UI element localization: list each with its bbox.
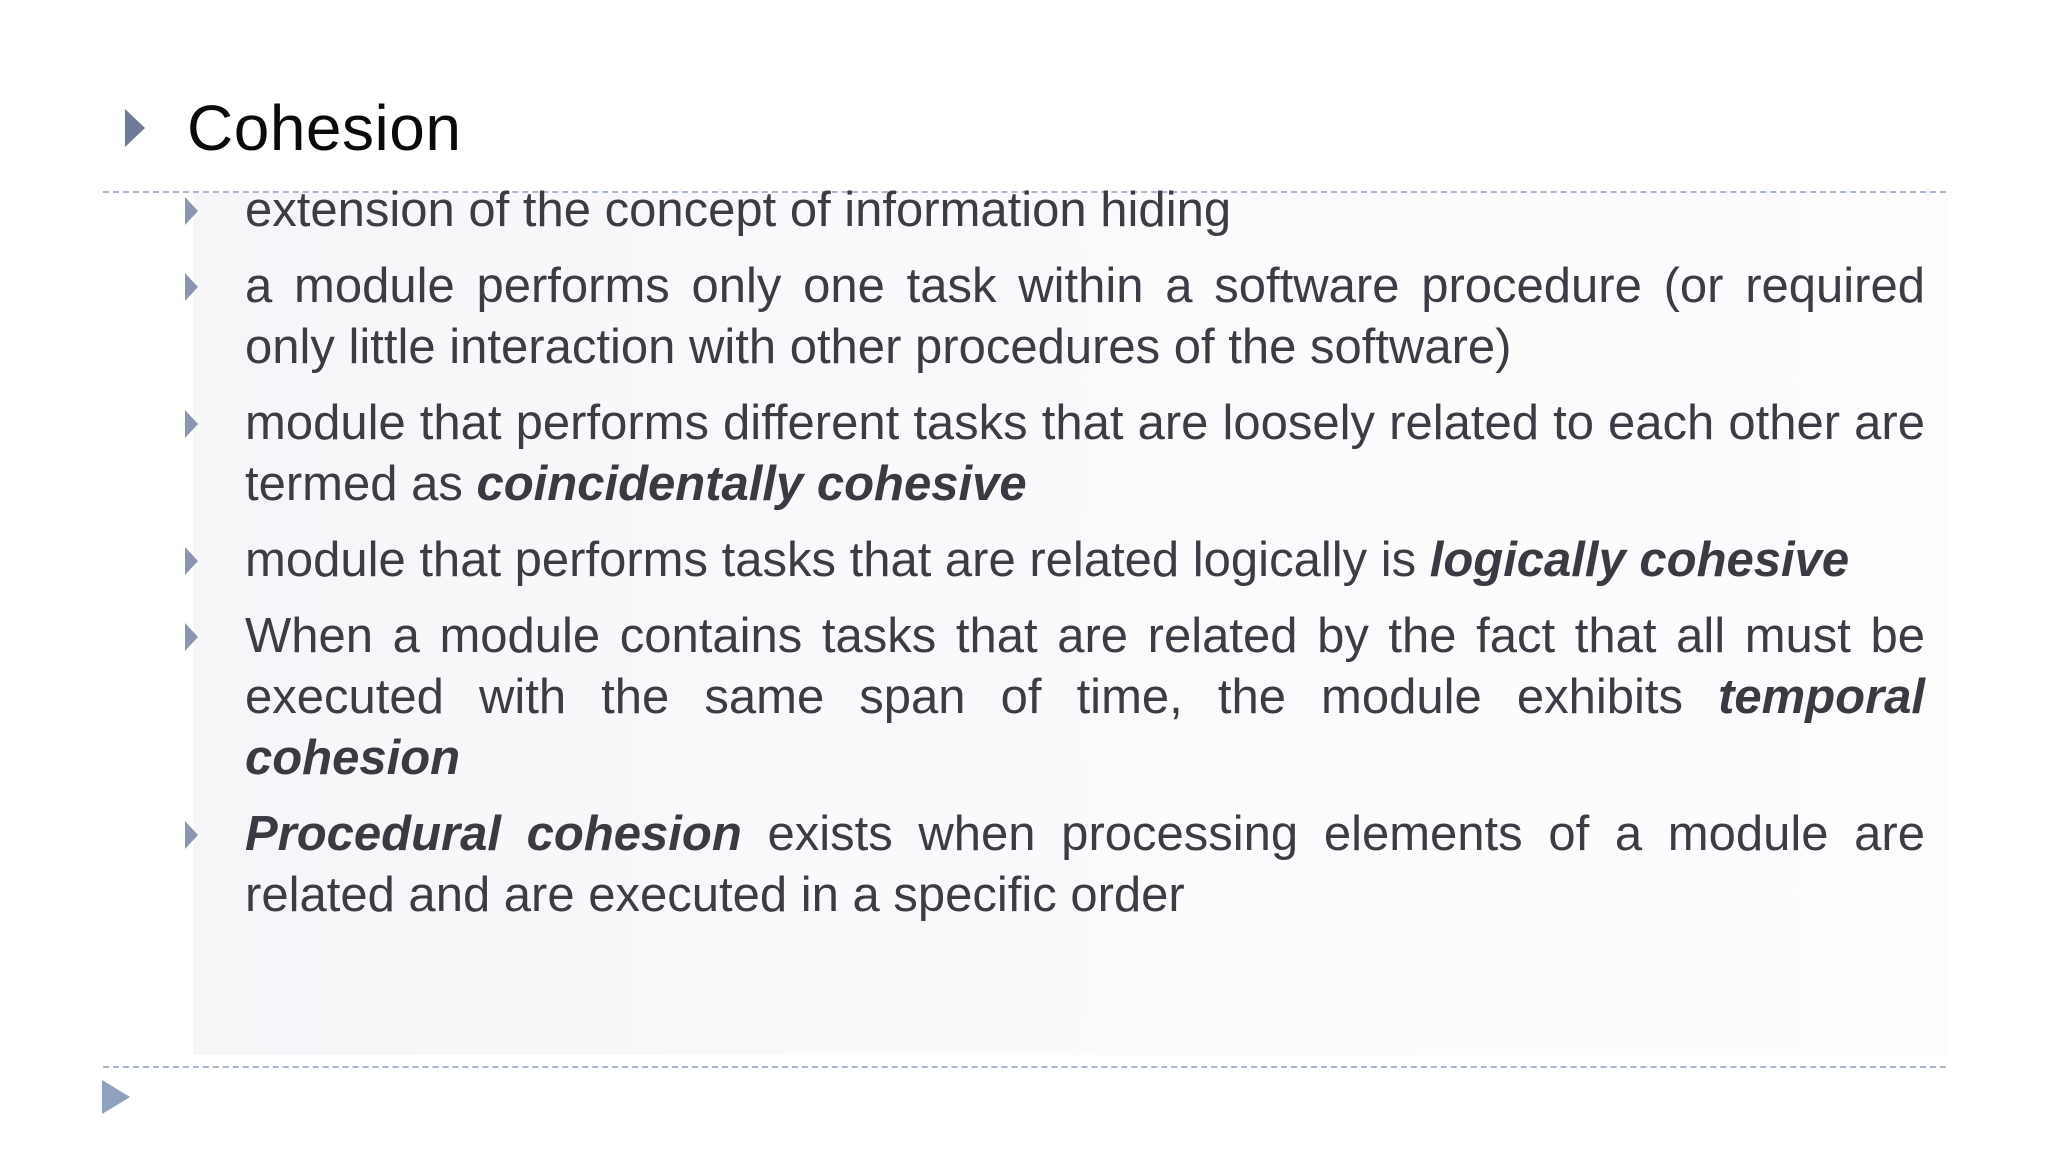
bullet-text xyxy=(245,606,1925,789)
bullet-marker xyxy=(185,256,245,317)
bullet-text-segment: When a module contains tasks that are related by the fact that all must be executed with the same span of time, the module exhibits xyxy=(245,609,1925,724)
triangle-right-icon xyxy=(185,410,198,438)
triangle-right-icon xyxy=(185,197,198,225)
bullet-item xyxy=(185,256,1925,378)
bullet-list xyxy=(185,180,1925,941)
bullet-text xyxy=(245,530,1925,591)
bullet-marker xyxy=(185,180,245,241)
bullet-item xyxy=(185,180,1925,241)
triangle-right-icon xyxy=(185,623,198,651)
bullet-item xyxy=(185,393,1925,515)
triangle-right-icon xyxy=(185,547,198,575)
slide-title: Cohesion xyxy=(187,92,462,164)
triangle-right-icon xyxy=(185,273,198,301)
bullet-item xyxy=(185,530,1925,591)
bullet-text-segment: module that performs tasks that are related logically is xyxy=(245,533,1430,587)
bullet-text-segment: a module performs only one task within a software procedure (or required only little interaction with other procedures of the software) xyxy=(245,259,1925,374)
emphasized-term: coincidentally cohesive xyxy=(476,457,1027,511)
bullet-text xyxy=(245,393,1925,515)
bullet-item xyxy=(185,804,1925,926)
emphasized-term: temporal cohesion xyxy=(245,670,1925,785)
emphasized-term: Procedural cohesion xyxy=(245,807,742,861)
bullet-text-segment: exists when processing elements of a module are related and are executed in a specific order xyxy=(245,807,1925,922)
triangle-right-icon xyxy=(185,821,198,849)
bottom-divider xyxy=(103,1066,1946,1068)
emphasized-term: logically cohesive xyxy=(1429,533,1850,587)
bullet-marker xyxy=(185,530,245,591)
bullet-text xyxy=(245,180,1925,241)
bullet-marker xyxy=(185,606,245,667)
bullet-text-segment: module that performs different tasks that are loosely related to each other are termed as xyxy=(245,396,1925,511)
bullet-text xyxy=(245,256,1925,378)
bullet-text-segment: extension of the concept of information hiding xyxy=(245,183,1232,237)
title-row xyxy=(125,88,461,168)
bullet-text xyxy=(245,804,1925,926)
bullet-marker xyxy=(185,804,245,865)
bullet-item xyxy=(185,606,1925,789)
triangle-right-icon xyxy=(125,109,145,147)
bullet-marker xyxy=(185,393,245,454)
play-arrow-icon xyxy=(102,1080,130,1114)
